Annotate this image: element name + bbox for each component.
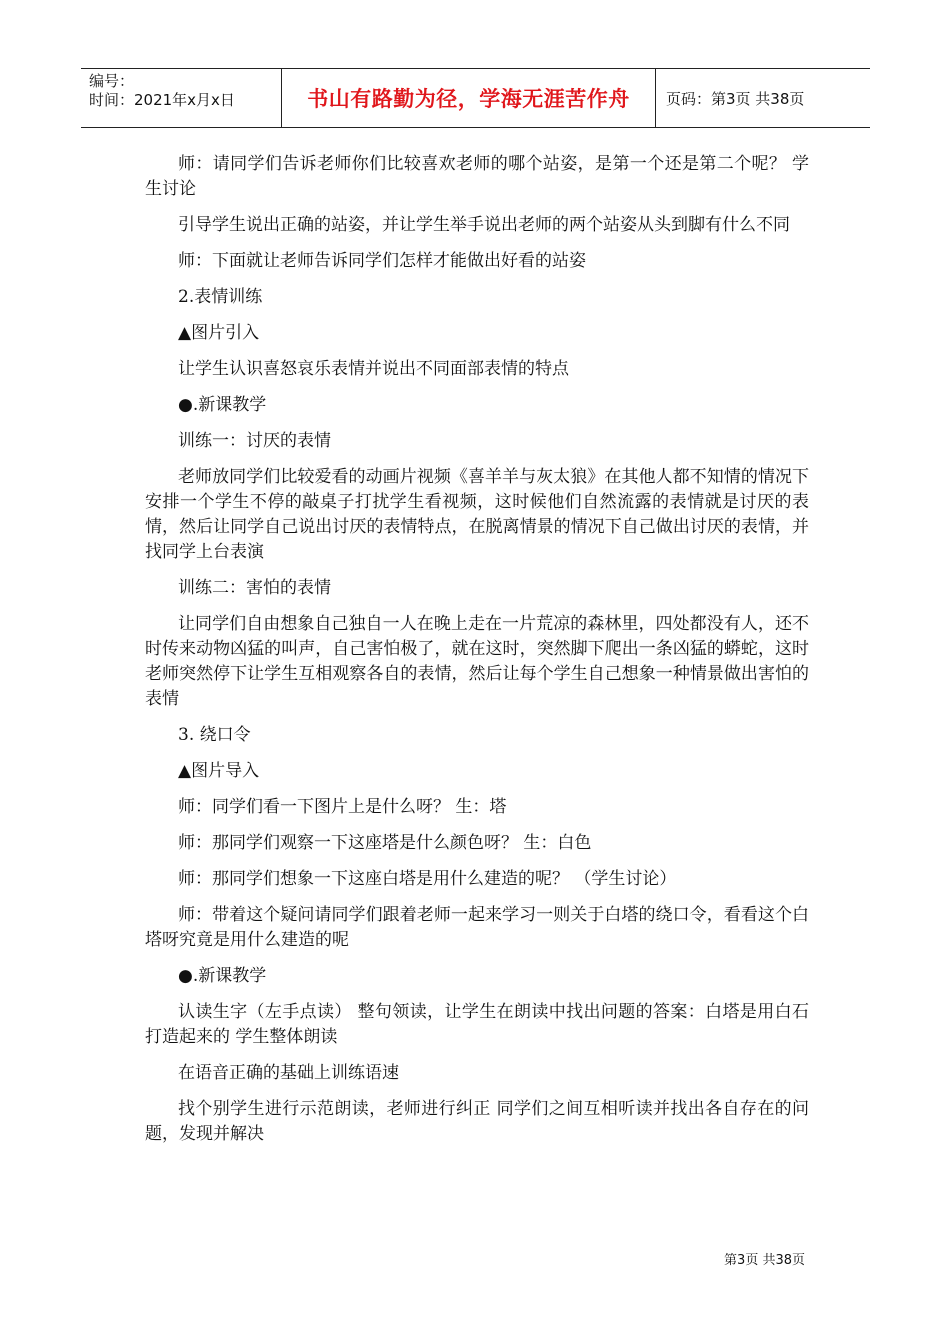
paragraph: 找个别学生进行示范朗读，老师进行纠正 同学们之间互相听读并找出各自存在的问题，发现并解决: [145, 1099, 809, 1144]
paragraph: ▲图片导入: [178, 761, 260, 781]
paragraph: 师：同学们看一下图片上是什么呀？ 生：塔: [178, 797, 507, 817]
paragraph: ●.新课教学: [178, 966, 267, 986]
document-body: [145, 152, 809, 1158]
header-meta: [81, 69, 282, 127]
paragraph: 师：那同学们观察一下这座塔是什么颜色呀？ 生：白色: [178, 833, 592, 853]
paragraph: 师：请同学们告诉老师你们比较喜欢老师的哪个站姿，是第一个还是第二个呢？ 学生讨论: [145, 154, 809, 199]
paragraph: 让学生认识喜怒哀乐表情并说出不同面部表情的特点: [178, 359, 569, 379]
paragraph: ●.新课教学: [178, 395, 267, 415]
page-footer: 第3页 共38页: [724, 1253, 805, 1268]
section-heading: 3. 绕口令: [178, 725, 251, 745]
document-time-label: 时间：2021年x月x日: [89, 91, 235, 109]
paragraph: 在语音正确的基础上训练语速: [178, 1063, 399, 1083]
paragraph: 师：那同学们想象一下这座白塔是用什么建造的呢？ （学生讨论）: [178, 869, 677, 889]
header-motto: 书山有路勤为径，学海无涯苦作舟: [282, 69, 656, 127]
paragraph: ▲图片引入: [178, 323, 260, 343]
paragraph: 老师放同学们比较爱看的动画片视频《喜羊羊与灰太狼》在其他人都不知情的情况下安排一个学生不停的敲桌子打扰学生看视频，这时候他们自然流露的表情就是讨厌的表情，然后让同学自己说出讨厌的表情特点，在脱离情景的情况下自己做出讨厌的表情，并找同学上台表演: [145, 467, 809, 562]
document-number-label: 编号：: [89, 72, 135, 90]
section-heading: 2.表情训练: [178, 287, 263, 307]
paragraph: 让同学们自由想象自己独自一人在晚上走在一片荒凉的森林里，四处都没有人，还不时传来动物凶猛的叫声，自己害怕极了，就在这时，突然脚下爬出一条凶猛的蟒蛇，这时老师突然停下让学生互相观察各自的表情，然后让每个学生自己想象一种情景做出害怕的表情: [145, 614, 809, 709]
header-page-number: 页码：第3页 共38页: [666, 89, 805, 108]
page-header: [81, 68, 870, 128]
paragraph: 训练二：害怕的表情: [178, 578, 331, 598]
paragraph: 训练一：讨厌的表情: [178, 431, 331, 451]
paragraph: 师：下面就让老师告诉同学们怎样才能做出好看的站姿: [178, 251, 586, 271]
paragraph: 认读生字（左手点读） 整句领读，让学生在朗读中找出问题的答案：白塔是用白石打造起来的 学生整体朗读: [145, 1002, 809, 1047]
paragraph: 引导学生说出正确的站姿，并让学生举手说出老师的两个站姿从头到脚有什么不同: [178, 215, 790, 235]
paragraph: 师：带着这个疑问请同学们跟着老师一起来学习一则关于白塔的绕口令，看看这个白塔呀究竟是用什么建造的呢: [145, 905, 809, 950]
